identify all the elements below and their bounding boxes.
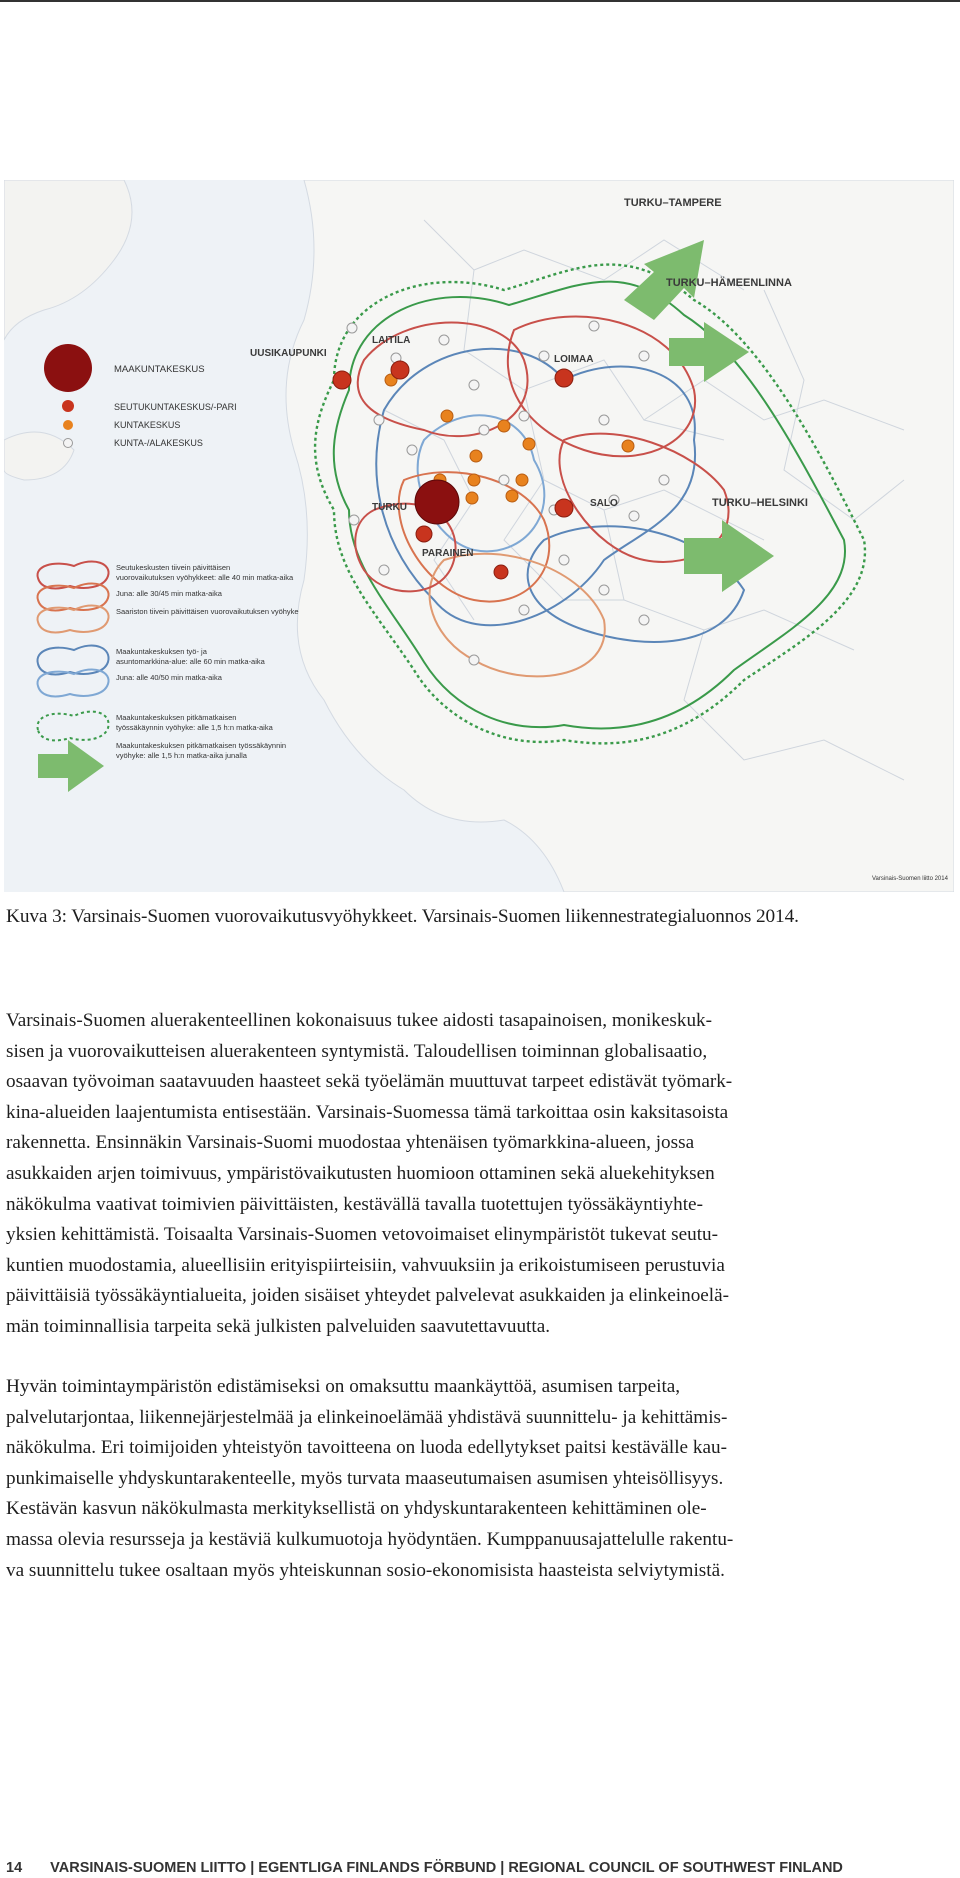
paragraph-1-line: rakennetta. Ensinnäkin Varsinais-Suomi muodostaa yhtenäisen työmarkkina-alueen, jossa [6,1132,695,1154]
paragraph-1-line: sisen ja vuorovaikutteisen aluerakenteen syntymistä. Taloudellisen toiminnan globalisaatio, [6,1040,708,1062]
route-label-helsinki: TURKU–HELSINKI [712,497,808,509]
place-parainen: PARAINEN [422,548,474,559]
top-rule [0,0,960,2]
footer-organization: VARSINAIS-SUOMEN LIITTO | EGENTLIGA FINLANDS FÖRBUND | REGIONAL COUNCIL OF SOUTHWEST FINLAND [50,1860,843,1876]
place-loimaa: LOIMAA [554,354,594,365]
legend-kuntakeskus-symbol [63,420,73,430]
legend-zone2-line1: Maakuntakeskuksen työ- ja [116,647,207,656]
page-number: 14 [6,1860,23,1876]
paragraph-1-line: näkökulma vaativat toimivien päivittäisten, kestävällä tavalla tuotettujen työssäkäyntiyhte- [6,1193,703,1215]
legend-zone4-line1: Maakuntakeskuksen pitkämatkaisen työssäkäynnin [116,741,287,750]
paragraph-2-line: massa olevia resursseja ja kestäviä kulkumuotoja hyödyntäen. Kumppanuusajattelulle rakentu- [6,1528,734,1550]
paragraph-2-line: punkimaiselle yhdyskuntarakenteelle, myös turvata maaseutumaisen asumisen yhteisöllisyys. [6,1467,724,1489]
legend-alakeskus: KUNTA-/ALAKESKUS [114,438,203,448]
legend-zone1-line1: Seutukeskusten tiivein päivittäisen [116,563,231,572]
legend-zone3-line2: työssäkäynnin vyöhyke: alle 1,5 h:n matka-aika [116,723,273,732]
paragraph-1-line: män toiminnallisia tarpeita sekä julkisten palveluiden saavutettavuutta. [6,1315,551,1337]
legend-seutukuntakeskus: SEUTUKUNTAKESKUS/-PARI [114,402,237,412]
paragraph-1-line: osaavan työvoiman saatavuuden haasteet sekä työelämän muuttuvat tarpeet edistävät työmark- [6,1071,733,1093]
place-uusikaupunki: UUSIKAUPUNKI [250,348,327,359]
legend-kuntakeskus: KUNTAKESKUS [114,420,181,430]
figure-caption: Kuva 3: Varsinais-Suomen vuorovaikutusvyöhykkeet. Varsinais-Suomen liikennestrategialuonnos 2014. [6,906,799,927]
page-footer [6,1860,843,1876]
turku-center-dot [415,480,459,524]
paragraph-2 [6,1372,958,1586]
legend-zone2-line2: asuntomarkkina-alue: alle 60 min matka-aika [116,657,265,666]
paragraph-1-line: yksien kehittämistä. Toisaalta Varsinais-Suomen vetovoimaiset elinympäristöt tukevat seutu- [6,1224,719,1246]
paragraph-2-line: Kestävän kasvun näkökulmasta merkityksellistä on yhdyskuntarakenteen kehittäminen ole- [6,1498,707,1520]
legend-seutukuntakeskus-symbol [62,400,74,412]
legend-maakuntakeskus: MAAKUNTAKESKUS [114,364,205,375]
paragraph-1-line: päivittäisiä työssäkäyntialueita, joiden sisäiset yhteydet palvelevat asukkaiden ja elinkeinoelä- [6,1285,730,1307]
regional-map-figure [4,180,954,892]
legend-zone1-line3: Juna: alle 30/45 min matka-aika [116,589,222,598]
legend-zone4-line2: vyöhyke: alle 1,5 h:n matka-aika junalla [116,751,247,760]
map-credit: Varsinais-Suomen liitto 2014 [872,876,948,882]
route-label-hameenlinna: TURKU–HÄMEENLINNA [666,277,792,289]
legend-zone1-line2: vuorovaikutuksen vyöhykkeet: alle 40 min matka-aika [116,573,294,582]
map-svg [4,180,954,892]
paragraph-1-line: Varsinais-Suomen aluerakenteellinen kokonaisuus tukee aidosti tasapainoisen, monikeskuk- [6,1010,713,1031]
legend-alakeskus-symbol [64,439,73,448]
paragraph-1-line: kina-alueiden laajentumista entisestään. Varsinais-Suomessa tämä tarkoittaa osin kaksitasoista [6,1101,729,1123]
legend-zone1-line4: Saariston tiivein päivittäisen vuorovaikutuksen vyöhyke [116,607,299,616]
paragraph-1-line: asukkaiden arjen toimivuus, ympäristövaikutusten huomioon ottaminen sekä aluekehityksen [6,1162,715,1184]
paragraph-1-line: kuntien muodostamia, alueellisiin erityispiirteisiin, vahvuuksiin ja erikoistumiseen perustuvia [6,1254,725,1276]
route-label-tampere: TURKU–TAMPERE [624,197,722,209]
place-salo: SALO [590,498,618,509]
paragraph-2-line: näkökulma. Eri toimijoiden yhteistyön tavoitteena on luoda edellytykset paitsi kestävälle kau- [6,1437,727,1459]
legend-zone3-line1: Maakuntakeskuksen pitkämatkaisen [116,713,237,722]
place-turku: TURKU [372,502,407,513]
place-laitila: LAITILA [372,335,411,346]
legend-maakuntakeskus-symbol [44,344,92,392]
paragraph-2-line: palvelutarjontaa, liikennejärjestelmää ja elinkeinoelämää yhdistävä suunnittelu- ja kehittämis- [6,1406,728,1428]
paragraph-2-line: Hyvän toimintaympäristön edistämiseksi on omaksuttu maankäyttöä, asumisen tarpeita, [6,1376,681,1397]
legend-zone2-line3: Juna: alle 40/50 min matka-aika [116,673,222,682]
paragraph-1 [6,1006,958,1343]
paragraph-2-line: va suunnittelu tukee osaltaan myös yhteiskunnan sosio-ekonomisista haasteista selviytymistä. [6,1559,725,1581]
